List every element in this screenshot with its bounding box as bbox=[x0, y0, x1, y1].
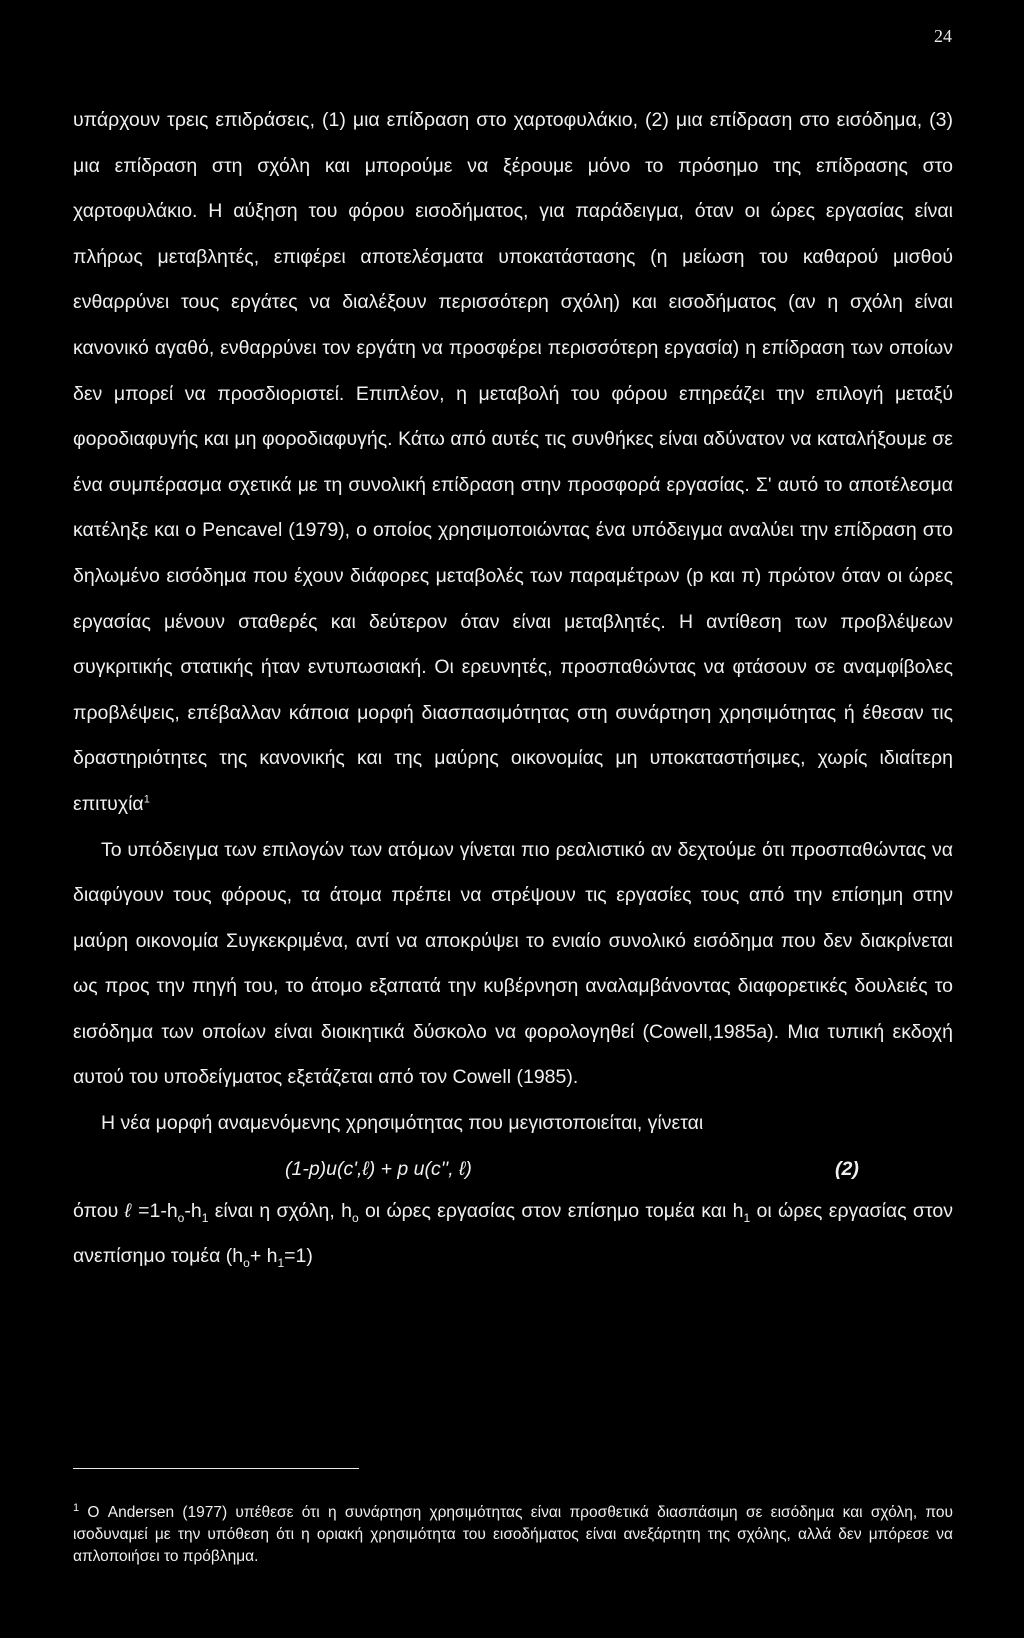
def-sub: 1 bbox=[277, 1256, 285, 1271]
footnote-divider bbox=[73, 1468, 359, 1469]
def-sub: o bbox=[177, 1210, 185, 1225]
def-sub: 1 bbox=[201, 1210, 209, 1225]
footnote-marker: 1 bbox=[73, 1501, 80, 1514]
def-sub: 1 bbox=[743, 1210, 751, 1225]
paragraph-1 bbox=[73, 98, 953, 828]
equation-number: (2) bbox=[835, 1157, 859, 1180]
def-prefix: όπου bbox=[73, 1199, 125, 1222]
def-mid2: οι ώρες εργασίας στον επίσημο τομέα και h bbox=[358, 1199, 744, 1222]
def-mid: είναι η σχόλη, h bbox=[208, 1199, 352, 1222]
def-end: οι ώρες εργασίας στον ανεπίσημο τομέα (h bbox=[73, 1199, 953, 1268]
equation-2 bbox=[73, 1147, 953, 1189]
def-close: =1) bbox=[284, 1245, 313, 1268]
def-plus: + h bbox=[249, 1245, 278, 1268]
paragraph-2: Το υπόδειγμα των επιλογών των ατόμων γίνεται πιο ρεαλιστικό αν δεχτούμε ότι προσπαθώντας να διαφύγουν τους φόρους, τα άτομα πρέπει να στρέψουν τις εργασίες τους από την επίσημη στην μαύρη οικονομία Συγκεκριμένα, αντί να αποκρύψει το ενιαίο συνολικό εισόδημα που δεν διακρίνεται ως προς την πηγή του, το άτομο εξαπατά την κυβέρνηση αναλαμβάνοντας διαφορετικές δουλειές το εισόδημα των οποίων είναι διοικητικά δύσκολο να φορολογηθεί (Cowell,1985a). Μια τυπική εκδοχή αυτού του υποδείγματος εξετάζεται από τον Cowell (1985). bbox=[73, 838, 953, 1089]
variable-definition bbox=[73, 1189, 953, 1280]
def-sub: o bbox=[351, 1210, 359, 1225]
footnote-reference: 1 bbox=[143, 793, 150, 806]
paragraph-3: Η νέα μορφή αναμενόμενης χρησιμότητας που μεγιστοποιείται, γίνεται bbox=[101, 1112, 704, 1135]
def-sub: o bbox=[243, 1256, 250, 1271]
def-dash: -h bbox=[184, 1199, 202, 1222]
footnote-text: Ο Andersen (1977) υπέθεσε ότι η συνάρτηση χρησιμότητας είναι προσθετικά διασπάσιμη σε εισόδημα και σχόλη, που ισοδυναμεί με την υπόθεση ότι η οριακή χρησιμότητα του εισοδήματος είναι ανεξάρτητη της σχόλης, αλλά δεν μπόρεσε να απλοποιήσει το πρόβλημα. bbox=[73, 1504, 953, 1565]
footnote bbox=[73, 1502, 953, 1568]
def-leisure-symbol: ℓ bbox=[124, 1199, 132, 1222]
paragraph-1-text: υπάρχουν τρεις επιδράσεις, (1) μια επίδραση στο χαρτοφυλάκιο, (2) μια επίδραση στο εισόδημα, (3) μια επίδραση στη σχόλη και μπορούμε να ξέρουμε μόνο το πρόσημο της επίδρασης στο χαρτοφυλάκιο. Η αύξηση του φόρου εισοδήματος, για παράδειγμα, όταν οι ώρες εργασίας είναι πλήρως μεταβλητές, επιφέρει αποτελέσματα υποκατάστασης (η μείωση του καθαρού μισθού ενθαρρύνει τους εργάτες να διαλέξουν περισσότερη σχόλη) και εισοδήματος (αν η σχόλη είναι κανονικό αγαθό, ενθαρρύνει τον εργάτη να προσφέρει περισσότερη εργασία) η επίδραση των οποίων δεν μπορεί να προσδιοριστεί. Επιπλέον, η μεταβολή του φόρου επηρεάζει την επιλογή μεταξύ φοροδιαφυγής και μη φοροδιαφυγής. Κάτω από αυτές τις συνθήκες είναι αδύνατον να καταλήξουμε σε ένα συμπέρασμα σχετικά με τη συνολική επίδραση στην προσφορά εργασίας. Σ' αυτό το αποτέλεσμα κατέληξε και ο Pencavel (1979), ο οποίος χρησιμοποιώντας ένα υπόδειγμα αναλύει την επίδραση στο δηλωμένο εισόδημα που έχουν διάφορες μεταβολές των παραμέτρων (p και π) πρώτον όταν οι ώρες εργασίας μένουν σταθερές και δεύτερον όταν είναι μεταβλητές. Η αντίθεση των προβλέψεων συγκριτικής στατικής ήταν εντυπωσιακή. Οι ερευνητές, προσπαθώντας να φτάσουν σε αναμφίβολες προβλέψεις, επέβαλλαν κάποια μορφή διασπασιμότητας στη συνάρτηση χρησιμότητας ή έθεσαν τις δραστηριότητες της κανονικής και της μαύρης οικονομίας μη υποκαταστήσιμες, χωρίς ιδιαίτερη επιτυχία bbox=[73, 109, 953, 815]
def-eq: =1-h bbox=[131, 1199, 178, 1222]
page-number: 24 bbox=[934, 26, 952, 46]
equation-expression: (1-p)u(c',ℓ) + p u(c'', ℓ) bbox=[285, 1157, 472, 1180]
body-text bbox=[73, 98, 953, 1280]
